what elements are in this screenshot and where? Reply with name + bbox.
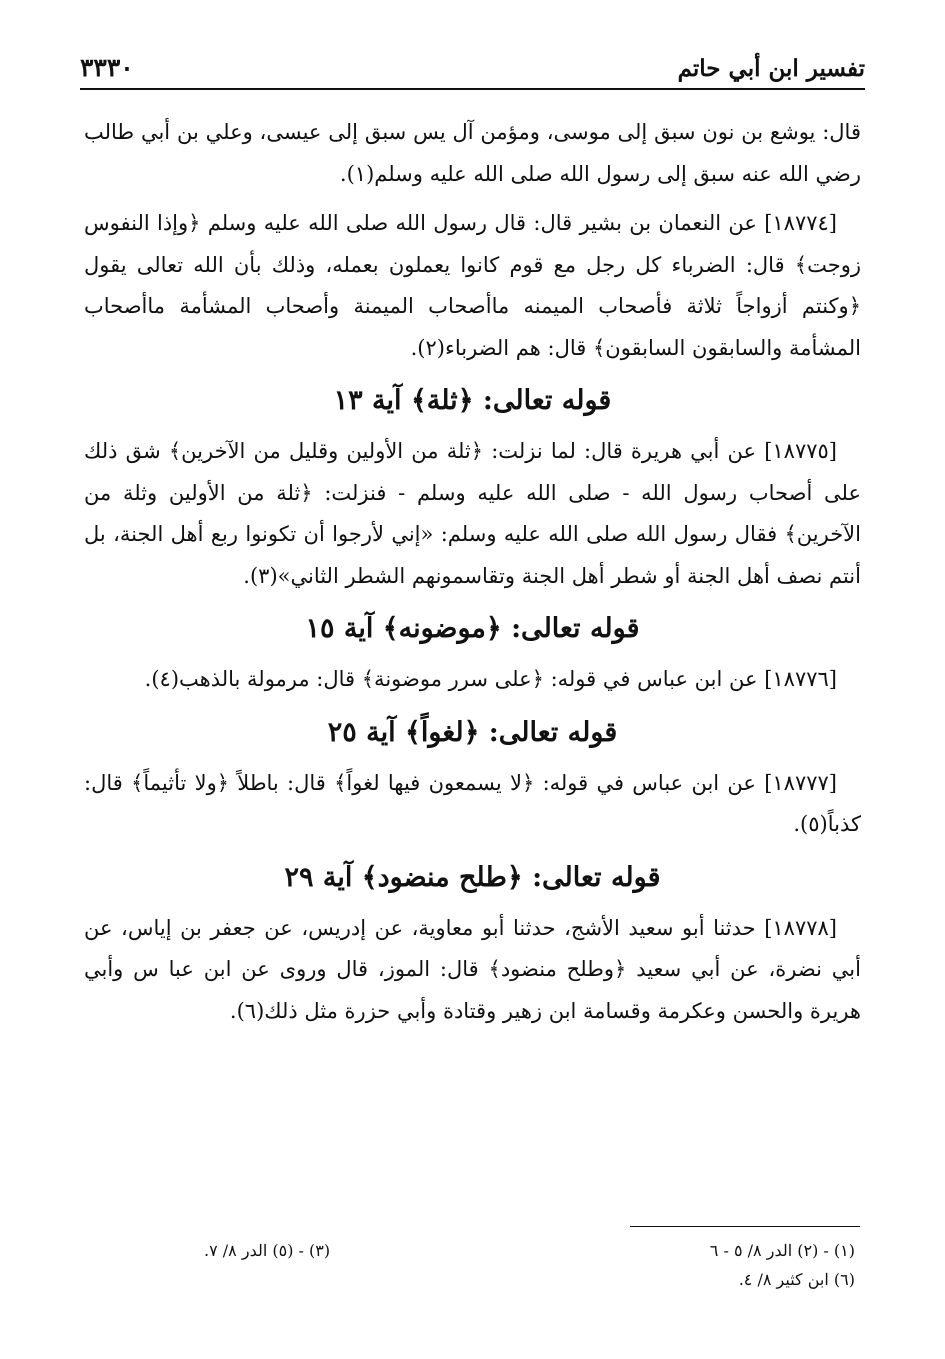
page-header <box>80 44 865 90</box>
page-number: ٣٣٣٠ <box>80 53 134 82</box>
page-body <box>84 112 861 1040</box>
hadith-18778: [١٨٧٧٨] حدثنا أبو سعيد الأشج، حدثنا أبو معاوية، عن إدريس، عن جعفر بن إياس، عن أبي نضرة، عن أبي سعيد ﴿وطلح منضود﴾ قال: الموز، قال وروى عن ابن عبا س وأبي هريرة والحسن وعكرمة وقسامة ابن زهير وقتادة وأبي حزرة مثل ذلك(٦). <box>84 915 861 1023</box>
footnote-1-2: (١) - (٢) الدر ٨/ ٥ - ٦ <box>709 1241 855 1260</box>
hadith-18774: [١٨٧٧٤] عن النعمان بن بشير قال: قال رسول الله صلى الله عليه وسلم ﴿وإذا النفوس زوجت﴾ قال: الضرباء كل رجل مع قوم كانوا يعملون بعمله، وذلك بأن الله تعالى يقول ﴿وكنتم أزواجاً ثلاثة فأصحاب الميمنه ماأصحاب الميمنة وأصحاب المشأمة ماأصحاب المشأمة والسابقون السابقون﴾ قال: هم الضرباء(٢). <box>84 211 861 360</box>
hadith-18777: [١٨٧٧٧] عن ابن عباس في قوله: ﴿لا يسمعون فيها لغواً﴾ قال: باطلاً ﴿ولا تأثيماً﴾ قال: كذباً(٥). <box>84 770 861 836</box>
section-heading-ayah-29: قوله تعالى: ﴿طلح منضود﴾ آية ٢٩ <box>284 861 661 893</box>
section-heading-ayah-25: قوله تعالى: ﴿لغواً﴾ آية ٢٥ <box>327 716 618 748</box>
paragraph-continuation: قال: يوشع بن نون سبق إلى موسى، ومؤمن آل يس سبق إلى عيسى، وعلي بن أبي طالب رضي الله عنه سبق إلى رسول الله صلى الله عليه وسلم(١). <box>84 120 861 186</box>
footnote-divider <box>630 1226 860 1227</box>
hadith-18775: [١٨٧٧٥] عن أبي هريرة قال: لما نزلت: ﴿ثلة من الأولين وقليل من الآخرين﴾ شق ذلك على أصحاب رسول الله - صلى الله عليه وسلم - فنزلت: ﴿ثلة من الأولين وثلة من الآخرين﴾ فقال رسول الله صلى الله عليه وسلم: «إني لأرجوا أن تكونوا ربع أهل الجنة، بل أنتم نصف أهل الجنة أو شطر أهل الجنة وتقاسمونهم الشطر الثاني»(٣). <box>84 439 861 588</box>
footnote-row <box>84 1236 855 1265</box>
footnote-6: (٦) ابن كثير ٨/ ٤. <box>738 1270 855 1289</box>
book-title: تفسير ابن أبي حاتم <box>677 55 865 82</box>
section-heading-ayah-15: قوله تعالى: ﴿موضونه﴾ آية ١٥ <box>305 613 640 644</box>
footnote-3-5: (٣) - (٥) الدر ٨/ ٧. <box>204 1241 331 1260</box>
section-heading-ayah-13: قوله تعالى: ﴿ثلة﴾ آية ١٣ <box>333 385 612 416</box>
hadith-18776: [١٨٧٧٦] عن ابن عباس في قوله: ﴿على سرر موضونة﴾ قال: مرمولة بالذهب(٤). <box>144 667 837 691</box>
footnotes <box>84 1236 855 1294</box>
